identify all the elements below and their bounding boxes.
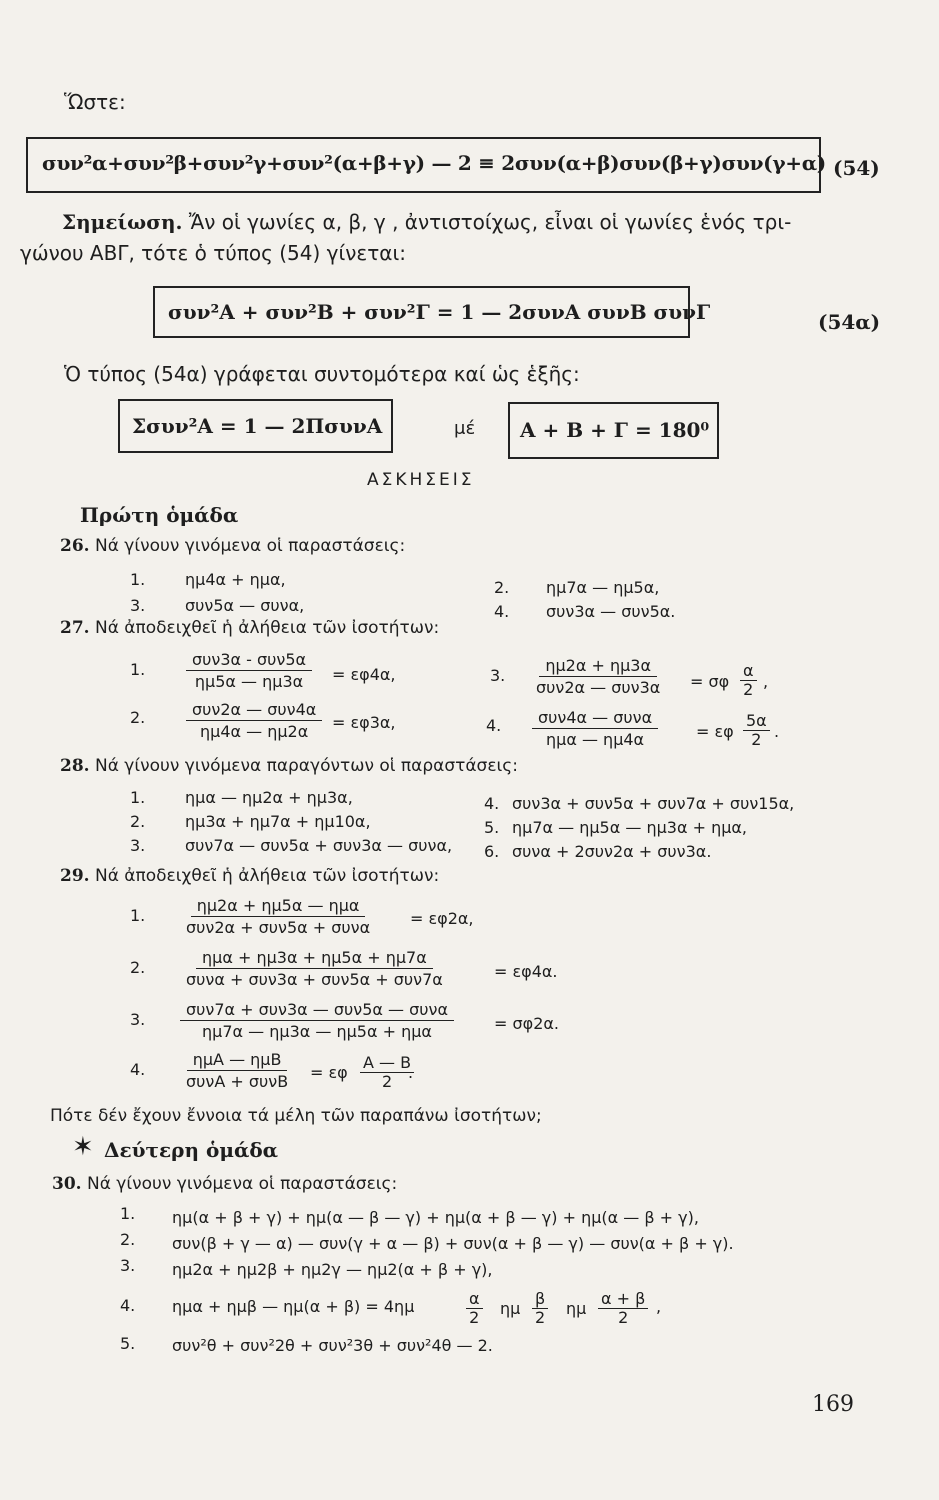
ex28-number: 28. [60,756,90,776]
ex27-item-3-fraction [530,656,666,697]
ex26-heading [60,536,405,556]
ex29-item-4-fraction [180,1050,294,1091]
star-icon: ✶ [72,1132,94,1162]
ex27-heading [60,618,439,638]
ex27-item-2-fraction [186,700,322,741]
ex27-item-2-denominator: ημ4α — ημ2α [200,722,309,741]
formula-54: συν²α+συν²β+συν²γ+συν²(α+β+γ) — 2 ≡ 2συν(α+β)συν(β+γ)συν(γ+α) [42,151,826,175]
ex28-item-4-num: 4. [484,794,500,813]
ex27-item-4-small-fraction [743,712,770,749]
ex30-item-4: ημα + ημβ — ημ(α + β) = 4ημ [172,1297,415,1316]
formula-54a: συν²Α + συν²Β + συν²Γ = 1 — 2συνΑ συνΒ συνΓ [168,300,711,324]
ex30-item-2: συν(β + γ — α) — συν(γ + α — β) + συν(α + β — γ) — συν(α + β + γ). [172,1234,734,1253]
ex30-item-1: ημ(α + β + γ) + ημ(α — β — γ) + ημ(α + β — γ) + ημ(α — β + γ), [172,1208,699,1227]
ex30-item-4-frac-3-den: 2 [618,1308,629,1327]
ex27-item-3-rhs: = σφ [690,672,730,691]
ex27-item-1-denominator: ημ5α — ημ3α [194,672,304,691]
note-line-1 [62,210,791,234]
ex29-item-2-fraction [180,948,449,989]
ex29-text: Νά ἀποδειχθεῖ ἡ ἀλήθεια τῶν ἰσοτήτων: [94,866,440,886]
ex27-item-1-numerator: συν3α - συν5α [186,650,312,671]
formula-54-tag: (54) [833,156,880,180]
ex29-item-2-num: 2. [130,958,146,977]
ex30-item-4-tail: , [656,1297,662,1316]
ex29-item-3-num: 3. [130,1010,146,1029]
ex29-heading [60,866,439,886]
ex28-text: Νά γίνουν γινόμενα παραγόντων οἱ παραστάσεις: [94,756,518,776]
ex27-number: 27. [60,618,90,638]
ex29-item-3-denominator: ημ7α — ημ3α — ημ5α + ημα [202,1022,432,1041]
ex27-item-4-small-num: 5α [743,712,770,731]
ex29-item-4-small-fraction [360,1054,414,1091]
ex30-item-4-mid-2: ημ [566,1299,587,1318]
page-number: 169 [812,1392,854,1417]
note-text-1: Ἄν οἱ γωνίες α, β, γ , ἀντιστοίχως, εἶναι οἱ γωνίες ἑνός τρι- [188,210,792,234]
ex28-item-2-num: 2. [130,812,146,831]
ex26-number: 26. [60,536,90,556]
intro-word: Ὥστε: [64,90,126,114]
ex29-item-4-numerator: ημΑ — ημΒ [187,1050,288,1071]
ex30-item-2-num: 2. [120,1230,136,1249]
exercises-heading: ΑΣΚΗΣΕΙΣ [367,470,475,490]
ex27-item-1-rhs: = εφ4α, [332,665,396,684]
ex30-text: Νά γίνουν γινόμενα οἱ παραστάσεις: [86,1174,398,1194]
ex29-item-4-num: 4. [130,1060,146,1079]
ex26-item-3-num: 3. [130,596,146,615]
ex27-item-2-num: 2. [130,708,146,727]
ex28-item-5: ημ7α — ημ5α — ημ3α + ημα, [512,818,748,837]
ex29-item-1-denominator: συν2α + συν5α + συνα [186,918,371,937]
ex26-text: Νά γίνουν γινόμενα οἱ παραστάσεις: [94,536,406,556]
ex30-heading [52,1174,397,1194]
ex27-item-4-tail: . [774,722,780,741]
ex27-item-3-denominator: συν2α — συν3α [536,678,661,697]
ex29-item-1-numerator: ημ2α + ημ5α — ημα [191,896,366,917]
ex27-item-2-numerator: συν2α — συν4α [186,700,322,721]
ex30-item-4-mid-1: ημ [500,1299,521,1318]
ex30-item-3: ημ2α + ημ2β + ημ2γ — ημ2(α + β + γ), [172,1260,493,1279]
ex30-item-4-frac-1 [466,1290,483,1327]
ex29-item-4-rhs: = εφ [310,1063,348,1082]
ex30-item-3-num: 3. [120,1256,136,1275]
ex30-item-4-frac-3-num: α + β [598,1290,648,1309]
short-form-text: Ὁ τύπος (54α) γράφεται συντομότερα καί ὡς ἑξῆς: [64,362,580,386]
ex30-item-4-frac-2 [532,1290,548,1327]
ex29-number: 29. [60,866,90,886]
ex27-item-1-num: 1. [130,660,146,679]
ex28-item-3: συν7α — συν5α + συν3α — συνα, [185,836,453,855]
ex27-item-3-small-den: 2 [743,680,754,699]
ex29-item-3-rhs: = σφ2α. [494,1014,559,1033]
ex27-item-4-fraction [532,708,658,749]
short-form-right: Α + Β + Γ = 180⁰ [520,418,710,442]
ex29-item-4-small-den: 2 [381,1072,393,1091]
ex29-item-4-denominator: συνΑ + συνΒ [186,1072,289,1091]
ex29-item-1-fraction [180,896,376,937]
ex30-item-4-frac-2-den: 2 [535,1308,546,1327]
ex29-item-3-fraction [180,1000,454,1041]
ex28-item-4: συν3α + συν5α + συν7α + συν15α, [512,794,795,813]
ex27-item-3-tail: , [763,672,769,691]
ex28-item-6: συνα + 2συν2α + συν3α. [512,842,712,861]
ex29-item-4-tail: . [408,1063,414,1082]
short-form-with: μέ [454,418,476,439]
note-line-2: γώνου ΑΒΓ, τότε ὁ τύπος (54) γίνεται: [20,241,406,265]
ex28-item-5-num: 5. [484,818,500,837]
ex29-item-1-num: 1. [130,906,146,925]
ex29-item-2-denominator: συνα + συν3α + συν5α + συν7α [186,970,443,989]
ex28-item-2: ημ3α + ημ7α + ημ10α, [185,812,371,831]
ex27-item-2-rhs: = εφ3α, [332,713,396,732]
ex27-item-3-small-num: α [740,662,757,681]
group-2-title: Δεύτερη ὁμάδα [104,1138,279,1162]
ex29-item-4-small-num: Α — Β [360,1054,414,1073]
ex27-item-1-fraction [186,650,312,691]
ex27-item-4-num: 4. [486,716,502,735]
ex26-item-4: συν3α — συν5α. [546,602,676,621]
ex26-item-2-num: 2. [494,578,510,597]
ex29-question: Πότε δέν ἔχουν ἔννοια τά μέλη τῶν παραπάνω ἰσοτήτων; [50,1106,542,1126]
ex26-item-1-num: 1. [130,570,146,589]
ex27-item-4-rhs: = εφ [696,722,734,741]
ex30-item-4-frac-1-num: α [466,1290,483,1309]
short-form-left: Σσυν²Α = 1 — 2ΠσυνΑ [132,414,383,438]
ex27-text: Νά ἀποδειχθεῖ ἡ ἀλήθεια τῶν ἰσοτήτων: [94,618,440,638]
ex26-item-4-num: 4. [494,602,510,621]
ex30-number: 30. [52,1174,82,1194]
ex27-item-3-numerator: ημ2α + ημ3α [539,656,657,677]
ex30-item-4-frac-2-num: β [532,1290,548,1309]
ex29-item-2-numerator: ημα + ημ3α + ημ5α + ημ7α [196,948,433,969]
ex28-item-6-num: 6. [484,842,500,861]
ex28-heading [60,756,518,776]
ex30-item-1-num: 1. [120,1204,136,1223]
ex29-item-2-rhs: = εφ4α. [494,962,558,981]
ex28-item-1-num: 1. [130,788,146,807]
ex26-item-1: ημ4α + ημα, [185,570,286,589]
ex28-item-1: ημα — ημ2α + ημ3α, [185,788,353,807]
ex30-item-4-frac-3 [598,1290,648,1327]
group-1-title: Πρώτη ὁμάδα [80,503,239,527]
ex27-item-3-small-fraction [740,662,757,699]
ex27-item-3-num: 3. [490,666,506,685]
ex27-item-4-small-den: 2 [751,730,762,749]
formula-54a-tag: (54α) [818,310,881,334]
ex30-item-4-frac-1-den: 2 [469,1308,480,1327]
ex29-item-1-rhs: = εφ2α, [410,909,474,928]
ex30-item-5-num: 5. [120,1334,136,1353]
ex27-item-4-denominator: ημα — ημ4α [546,730,645,749]
ex26-item-3: συν5α — συνα, [185,596,305,615]
ex28-item-3-num: 3. [130,836,146,855]
ex30-item-4-num: 4. [120,1296,136,1315]
ex26-item-2: ημ7α — ημ5α, [546,578,660,597]
ex29-item-3-numerator: συν7α + συν3α — συν5α — συνα [180,1000,454,1021]
note-label: Σημείωση. [62,210,183,234]
ex27-item-4-numerator: συν4α — συνα [532,708,658,729]
ex30-item-5: συν²θ + συν²2θ + συν²3θ + συν²4θ — 2. [172,1336,493,1355]
